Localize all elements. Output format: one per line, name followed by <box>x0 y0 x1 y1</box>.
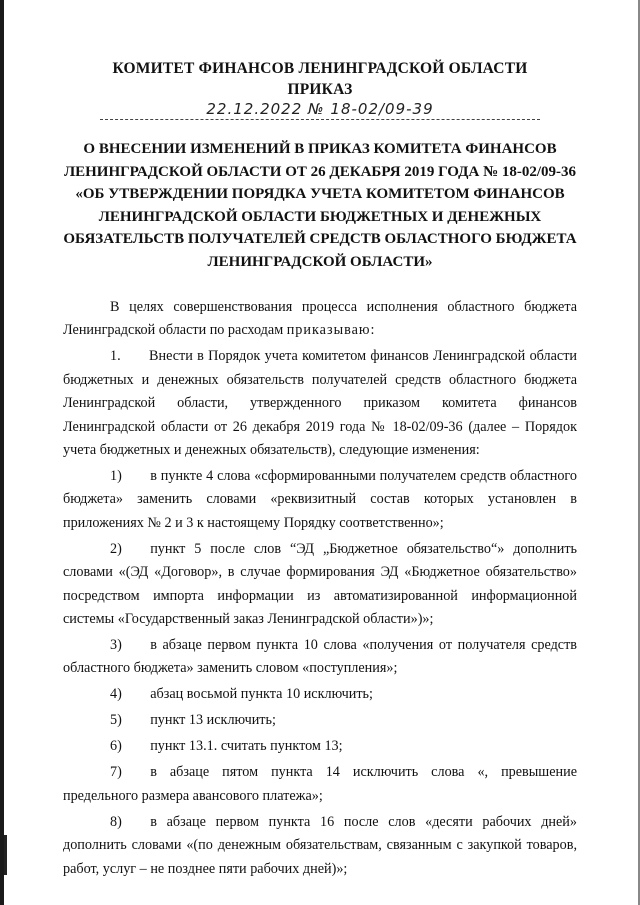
item-4: 4) абзац восьмой пункта 10 исключить; <box>110 686 373 703</box>
item-6: 6) пункт 13.1. считать пунктом 13; <box>110 738 343 755</box>
intro-text: В целях совершенствования процесса исполнения областного бюджета Ленинградской области по расходам <box>63 299 577 339</box>
item-8: 8) в абзаце первом пункта 16 после слов «десяти рабочих дней» дополнить словами «(по денежным обязательствам, связанным с закупкой товаров, работ, услуг – не позднее пяти рабочих дней)»; <box>63 813 577 877</box>
registration-underline <box>100 119 540 120</box>
document-title: О ВНЕСЕНИИ ИЗМЕНЕНИЙ В ПРИКАЗ КОМИТЕТА ФИНАНСОВ ЛЕНИНГРАДСКОЙ ОБЛАСТИ ОТ 26 ДЕКАБРЯ 2019 ГОДА № 18-02/09-36 «ОБ УТВЕРЖДЕНИИ ПОРЯДКА УЧЕТА КОМИТЕТОМ ФИНАНСОВ ЛЕНИНГРАДСКОЙ ОБЛАСТИ БЮДЖЕТНЫХ И ДЕНЕЖНЫХ ОБЯЗАТЕЛЬСТВ ПОЛУЧАТЕЛЕЙ СРЕДСТВ ОБЛАСТНОГО БЮДЖЕТА ЛЕНИНГРАДСКОЙ ОБЛАСТИ» <box>63 141 577 270</box>
intro-colon: : <box>370 322 375 339</box>
registration-line <box>100 100 540 126</box>
item-7: 7) в абзаце пятом пункта 14 исключить слова «, превышение предельного размера авансового платежа»; <box>63 764 577 804</box>
intro-paragraph <box>63 296 577 343</box>
organization-name: КОМИТЕТ ФИНАНСОВ ЛЕНИНГРАДСКОЙ ОБЛАСТИ <box>112 60 528 77</box>
scan-left-edge-mark <box>4 835 7 875</box>
document-header <box>0 58 640 100</box>
item-5: 5) пункт 13 исключить; <box>110 712 276 729</box>
item-2: 2) пункт 5 после слов “ЭД „Бюджетное обязательство“» дополнить словами «(ЭД «Договор», в случае формирования ЭД «Бюджетное обязательство» посредством импорта информации из автоматизированной информационной системы «Государственный заказ Ленинградской области»)»; <box>63 540 577 628</box>
scan-left-edge <box>0 0 4 905</box>
document-body <box>63 296 577 884</box>
item-3: 3) в абзаце первом пункта 10 слова «получения от получателя средств областного бюджета» заменить словом «поступления»; <box>63 637 577 677</box>
intro-order-word: приказываю <box>286 322 371 339</box>
paragraph-1: 1. Внести в Порядок учета комитетом финансов Ленинградской области бюджетных и денежных обязательств получателей средств областного бюджета Ленинградской области, утвержденного приказом комитета финансов Ленинградской области от 26 декабря 2019 года № 18-02/09-36 (далее – Порядок учета бюджетных и денежных обязательств), следующие изменения: <box>63 348 577 459</box>
item-1: 1) в пункте 4 слова «сформированными получателем средств областного бюджета» заменить словами «реквизитный состав которых установлен в приложениях № 2 и 3 к настоящему Порядку соответственно»; <box>63 468 577 531</box>
document-type: ПРИКАЗ <box>287 81 353 98</box>
handwritten-date-number: 22.12.2022 № 18-02/09-39 <box>206 100 434 118</box>
